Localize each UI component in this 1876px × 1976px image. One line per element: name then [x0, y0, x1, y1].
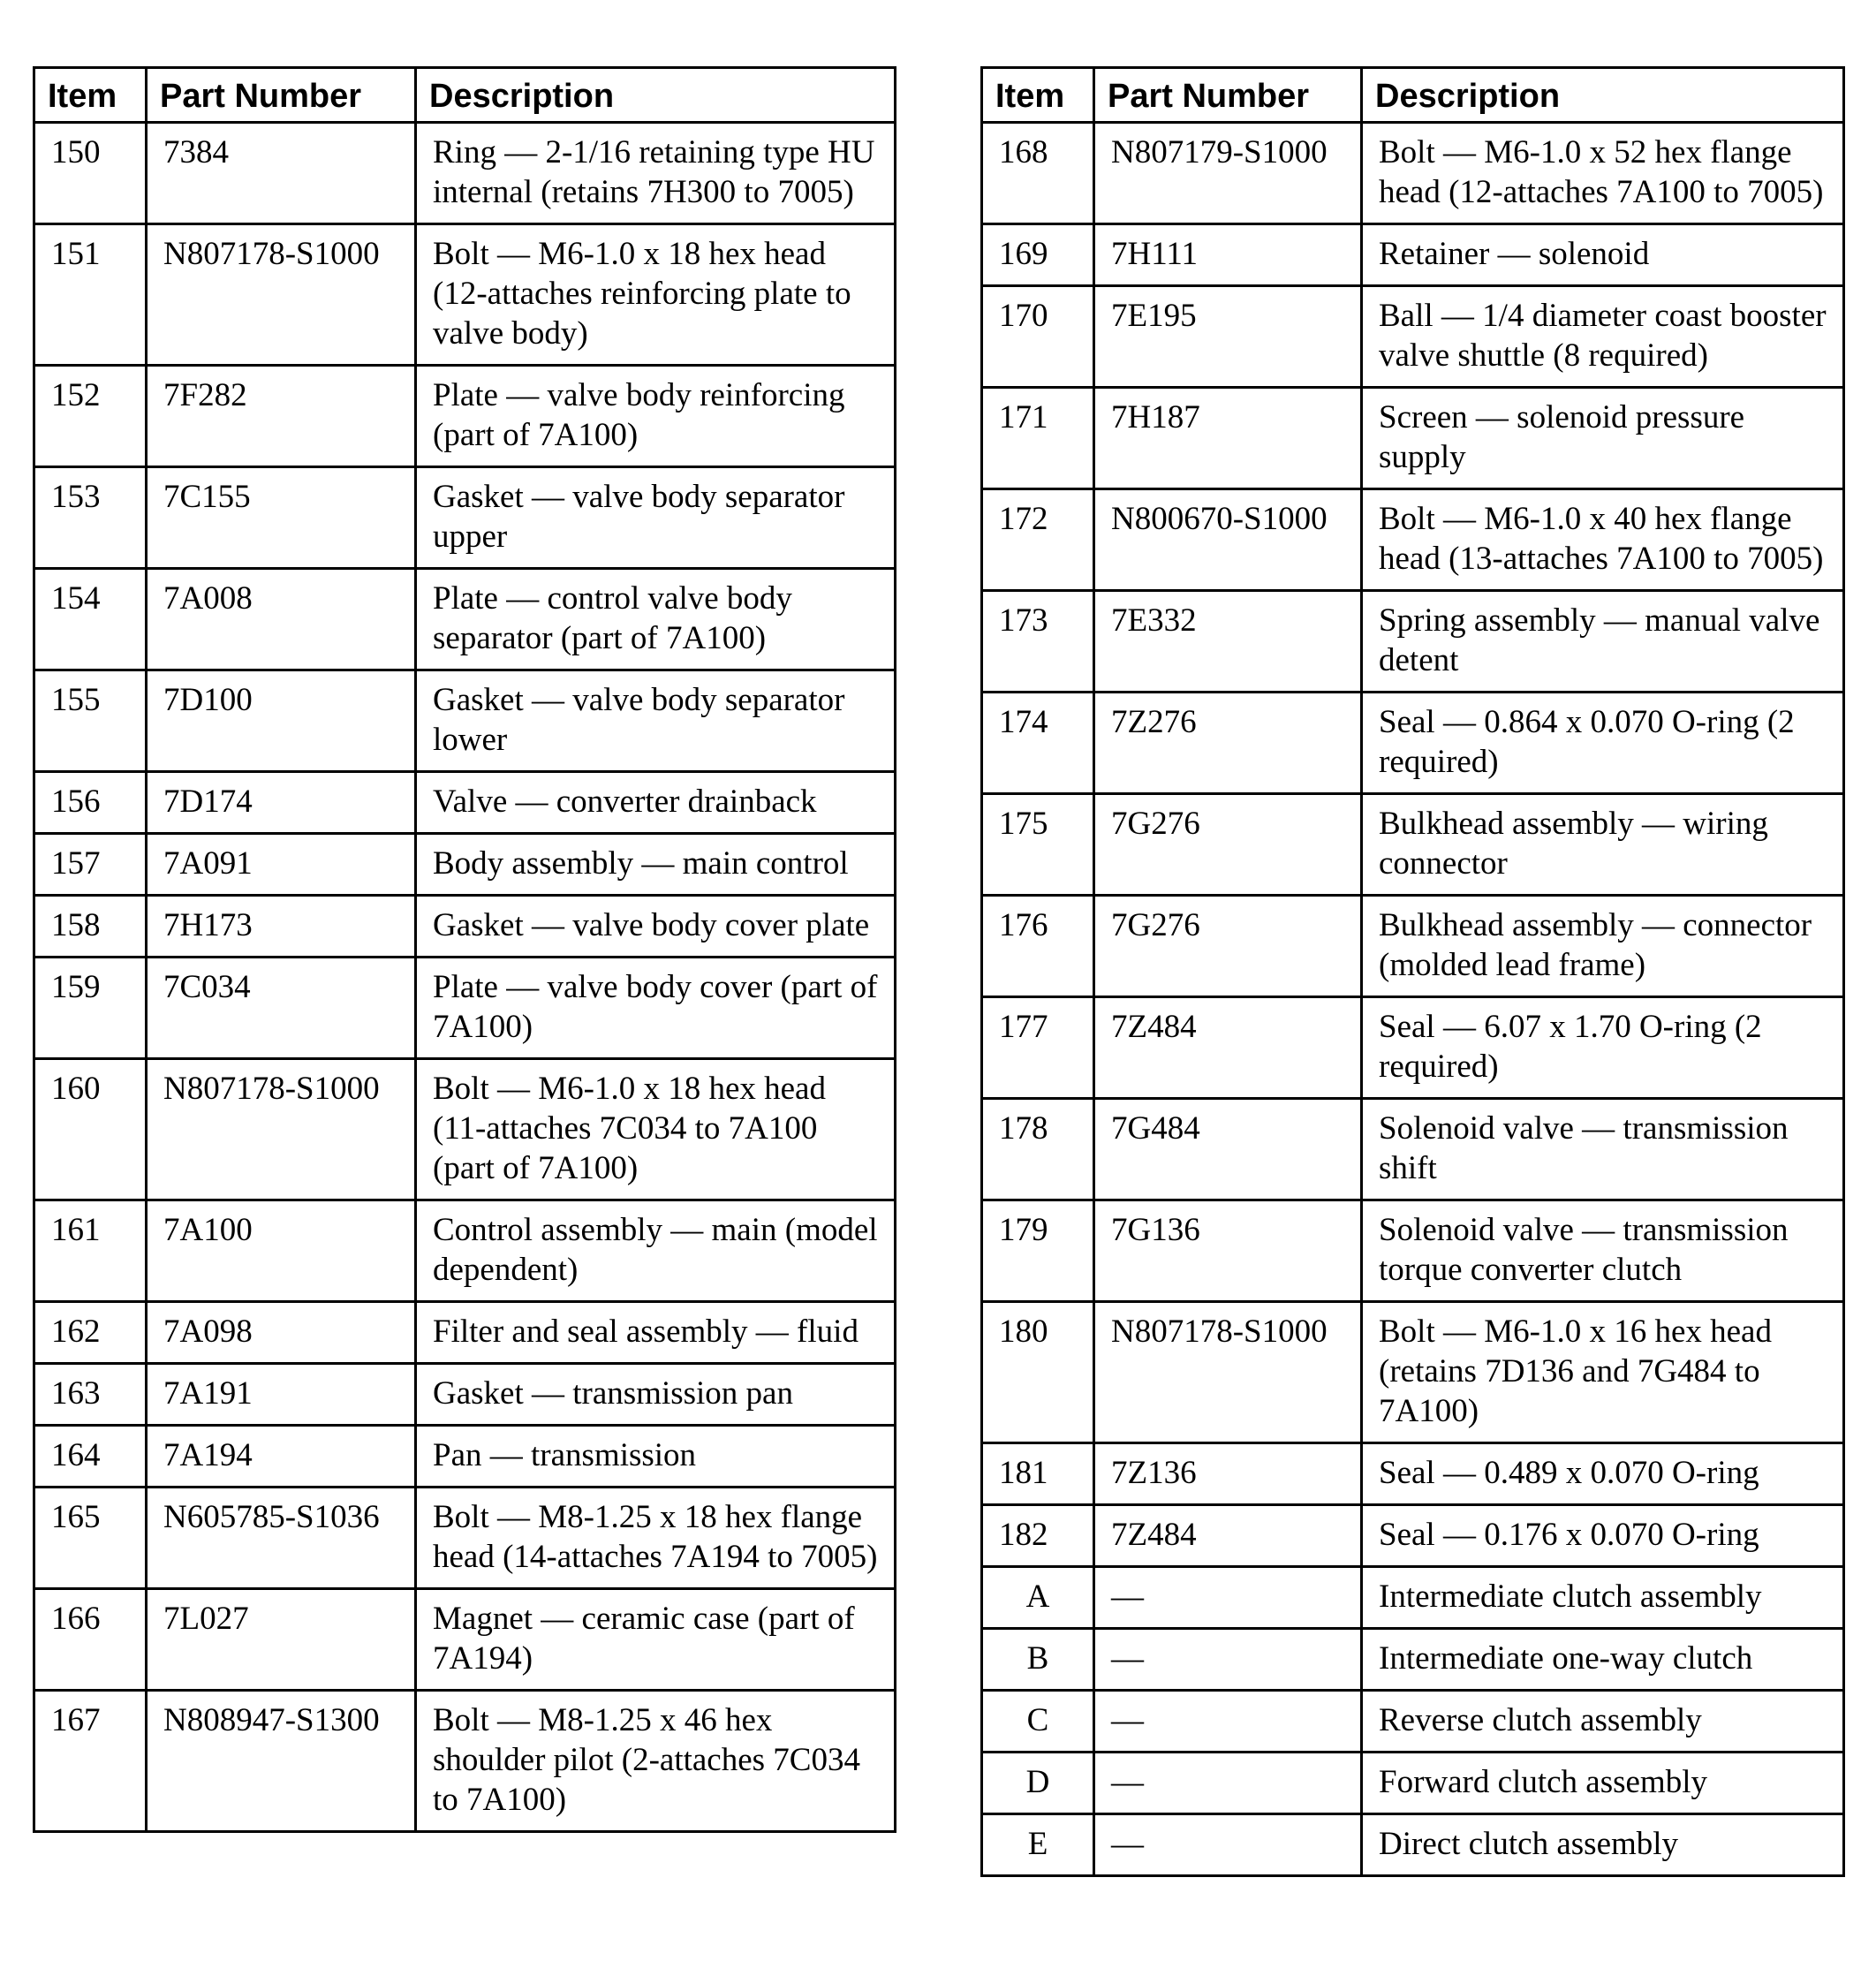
- table-row: [982, 1567, 1844, 1629]
- table-row: [982, 489, 1844, 591]
- table-row: [982, 693, 1844, 794]
- part-number-cell: 7H187: [1094, 388, 1362, 489]
- description-cell: Bolt — M6-1.0 x 52 hex flange head (12-attaches 7A100 to 7005): [1362, 123, 1844, 224]
- table-row: [34, 123, 896, 224]
- table-row: [982, 896, 1844, 997]
- part-number-cell: —: [1094, 1567, 1362, 1629]
- part-number-cell: 7A194: [147, 1426, 416, 1488]
- description-cell: Pan — transmission: [416, 1426, 896, 1488]
- item-cell: 170: [982, 286, 1094, 388]
- description-cell: Solenoid valve — transmission torque converter clutch: [1362, 1200, 1844, 1302]
- description-cell: Plate — valve body reinforcing (part of 7A100): [416, 366, 896, 467]
- description-cell: Bulkhead assembly — connector (molded lead frame): [1362, 896, 1844, 997]
- item-cell: 171: [982, 388, 1094, 489]
- table-row: [34, 958, 896, 1059]
- table-row: [982, 1505, 1844, 1567]
- item-cell: 150: [34, 123, 147, 224]
- part-number-cell: —: [1094, 1814, 1362, 1876]
- part-number-cell: —: [1094, 1691, 1362, 1753]
- table-row: [34, 467, 896, 569]
- table-row: [982, 123, 1844, 224]
- table-row: [982, 1691, 1844, 1753]
- item-cell: 160: [34, 1059, 147, 1200]
- table-row: [34, 896, 896, 958]
- part-number-cell: —: [1094, 1629, 1362, 1691]
- item-cell: 181: [982, 1443, 1094, 1505]
- description-cell: Gasket — valve body separator upper: [416, 467, 896, 569]
- description-cell: Body assembly — main control: [416, 834, 896, 896]
- part-number-cell: 7384: [147, 123, 416, 224]
- part-number-cell: N807179-S1000: [1094, 123, 1362, 224]
- description-cell: Bolt — M6-1.0 x 16 hex head (retains 7D136 and 7G484 to 7A100): [1362, 1302, 1844, 1443]
- table-row: [982, 1753, 1844, 1814]
- part-number-cell: —: [1094, 1753, 1362, 1814]
- description-cell: Screen — solenoid pressure supply: [1362, 388, 1844, 489]
- table-row: [34, 224, 896, 366]
- part-number-cell: 7F282: [147, 366, 416, 467]
- table-row: [34, 1200, 896, 1302]
- description-cell: Bolt — M6-1.0 x 18 hex head (12-attaches reinforcing plate to valve body): [416, 224, 896, 366]
- item-cell: 177: [982, 997, 1094, 1099]
- table-row: [982, 997, 1844, 1099]
- item-cell: 173: [982, 591, 1094, 693]
- item-cell: 166: [34, 1589, 147, 1691]
- item-cell: 153: [34, 467, 147, 569]
- header-item: Item: [982, 68, 1094, 123]
- description-cell: Ball — 1/4 diameter coast booster valve shuttle (8 required): [1362, 286, 1844, 388]
- part-number-cell: 7L027: [147, 1589, 416, 1691]
- table-body: [982, 123, 1844, 1876]
- item-cell: D: [982, 1753, 1094, 1814]
- table-row: [982, 1200, 1844, 1302]
- description-cell: Direct clutch assembly: [1362, 1814, 1844, 1876]
- item-cell: 159: [34, 958, 147, 1059]
- item-cell: 158: [34, 896, 147, 958]
- table-row: [982, 1443, 1844, 1505]
- table-row: [982, 794, 1844, 896]
- header-description: Description: [416, 68, 896, 123]
- part-number-cell: 7A008: [147, 569, 416, 670]
- part-number-cell: 7H111: [1094, 224, 1362, 286]
- description-cell: Retainer — solenoid: [1362, 224, 1844, 286]
- item-cell: 176: [982, 896, 1094, 997]
- item-cell: 157: [34, 834, 147, 896]
- item-cell: E: [982, 1814, 1094, 1876]
- table-row: [34, 1488, 896, 1589]
- item-cell: 165: [34, 1488, 147, 1589]
- table-row: [34, 670, 896, 772]
- description-cell: Spring assembly — manual valve detent: [1362, 591, 1844, 693]
- item-cell: A: [982, 1567, 1094, 1629]
- header-row: [34, 68, 896, 123]
- part-number-cell: 7E332: [1094, 591, 1362, 693]
- header-description: Description: [1362, 68, 1844, 123]
- description-cell: Bolt — M6-1.0 x 40 hex flange head (13-attaches 7A100 to 7005): [1362, 489, 1844, 591]
- description-cell: Forward clutch assembly: [1362, 1753, 1844, 1814]
- description-cell: Plate — valve body cover (part of 7A100): [416, 958, 896, 1059]
- header-item: Item: [34, 68, 147, 123]
- part-number-cell: 7H173: [147, 896, 416, 958]
- part-number-cell: 7Z136: [1094, 1443, 1362, 1505]
- part-number-cell: N807178-S1000: [1094, 1302, 1362, 1443]
- description-cell: Bolt — M6-1.0 x 18 hex head (11-attaches 7C034 to 7A100 (part of 7A100): [416, 1059, 896, 1200]
- part-number-cell: 7A191: [147, 1364, 416, 1426]
- description-cell: Gasket — valve body separator lower: [416, 670, 896, 772]
- part-number-cell: 7Z484: [1094, 997, 1362, 1099]
- description-cell: Bulkhead assembly — wiring connector: [1362, 794, 1844, 896]
- table-row: [34, 1059, 896, 1200]
- description-cell: Reverse clutch assembly: [1362, 1691, 1844, 1753]
- part-number-cell: N800670-S1000: [1094, 489, 1362, 591]
- part-number-cell: N808947-S1300: [147, 1691, 416, 1832]
- item-cell: 172: [982, 489, 1094, 591]
- item-cell: 179: [982, 1200, 1094, 1302]
- description-cell: Ring — 2-1/16 retaining type HU internal (retains 7H300 to 7005): [416, 123, 896, 224]
- description-cell: Seal — 6.07 x 1.70 O-ring (2 required): [1362, 997, 1844, 1099]
- part-number-cell: N807178-S1000: [147, 224, 416, 366]
- part-number-cell: 7A091: [147, 834, 416, 896]
- part-number-cell: N807178-S1000: [147, 1059, 416, 1200]
- header-part-number: Part Number: [147, 68, 416, 123]
- part-number-cell: 7A100: [147, 1200, 416, 1302]
- table-row: [34, 772, 896, 834]
- item-cell: 182: [982, 1505, 1094, 1567]
- table-row: [982, 1629, 1844, 1691]
- item-cell: 161: [34, 1200, 147, 1302]
- item-cell: 180: [982, 1302, 1094, 1443]
- description-cell: Gasket — transmission pan: [416, 1364, 896, 1426]
- table-row: [34, 1302, 896, 1364]
- item-cell: B: [982, 1629, 1094, 1691]
- item-cell: 175: [982, 794, 1094, 896]
- table-row: [982, 224, 1844, 286]
- parts-table-left: [33, 66, 896, 1833]
- table-header: [34, 68, 896, 123]
- description-cell: Solenoid valve — transmission shift: [1362, 1099, 1844, 1200]
- table-row: [34, 834, 896, 896]
- part-number-cell: 7G484: [1094, 1099, 1362, 1200]
- description-cell: Intermediate one-way clutch: [1362, 1629, 1844, 1691]
- table-row: [982, 1099, 1844, 1200]
- table-body: [34, 123, 896, 1832]
- description-cell: Bolt — M8-1.25 x 18 hex flange head (14-attaches 7A194 to 7005): [416, 1488, 896, 1589]
- table-header: [982, 68, 1844, 123]
- item-cell: 156: [34, 772, 147, 834]
- item-cell: 152: [34, 366, 147, 467]
- description-cell: Bolt — M8-1.25 x 46 hex shoulder pilot (2-attaches 7C034 to 7A100): [416, 1691, 896, 1832]
- header-part-number: Part Number: [1094, 68, 1362, 123]
- item-cell: 154: [34, 569, 147, 670]
- item-cell: 162: [34, 1302, 147, 1364]
- table-row: [34, 1426, 896, 1488]
- part-number-cell: N605785-S1036: [147, 1488, 416, 1589]
- part-number-cell: 7G136: [1094, 1200, 1362, 1302]
- table-row: [982, 591, 1844, 693]
- part-number-cell: 7C034: [147, 958, 416, 1059]
- table-row: [34, 1691, 896, 1832]
- item-cell: 167: [34, 1691, 147, 1832]
- description-cell: Control assembly — main (model dependent): [416, 1200, 896, 1302]
- description-cell: Magnet — ceramic case (part of 7A194): [416, 1589, 896, 1691]
- item-cell: 163: [34, 1364, 147, 1426]
- table-row: [982, 286, 1844, 388]
- description-cell: Seal — 0.864 x 0.070 O-ring (2 required): [1362, 693, 1844, 794]
- table-row: [34, 1589, 896, 1691]
- table-row: [982, 1302, 1844, 1443]
- description-cell: Gasket — valve body cover plate: [416, 896, 896, 958]
- part-number-cell: 7E195: [1094, 286, 1362, 388]
- table-row: [34, 1364, 896, 1426]
- part-number-cell: 7G276: [1094, 794, 1362, 896]
- part-number-cell: 7Z276: [1094, 693, 1362, 794]
- description-cell: Seal — 0.489 x 0.070 O-ring: [1362, 1443, 1844, 1505]
- item-cell: 169: [982, 224, 1094, 286]
- part-number-cell: 7D100: [147, 670, 416, 772]
- description-cell: Valve — converter drainback: [416, 772, 896, 834]
- description-cell: Seal — 0.176 x 0.070 O-ring: [1362, 1505, 1844, 1567]
- item-cell: 178: [982, 1099, 1094, 1200]
- header-row: [982, 68, 1844, 123]
- item-cell: 168: [982, 123, 1094, 224]
- part-number-cell: 7D174: [147, 772, 416, 834]
- item-cell: 155: [34, 670, 147, 772]
- part-number-cell: 7A098: [147, 1302, 416, 1364]
- part-number-cell: 7Z484: [1094, 1505, 1362, 1567]
- description-cell: Filter and seal assembly — fluid: [416, 1302, 896, 1364]
- description-cell: Plate — control valve body separator (part of 7A100): [416, 569, 896, 670]
- item-cell: 151: [34, 224, 147, 366]
- table-row: [34, 366, 896, 467]
- item-cell: 164: [34, 1426, 147, 1488]
- parts-table-right: [980, 66, 1845, 1877]
- item-cell: 174: [982, 693, 1094, 794]
- table-row: [982, 1814, 1844, 1876]
- part-number-cell: 7G276: [1094, 896, 1362, 997]
- part-number-cell: 7C155: [147, 467, 416, 569]
- table-row: [34, 569, 896, 670]
- table-row: [982, 388, 1844, 489]
- description-cell: Intermediate clutch assembly: [1362, 1567, 1844, 1629]
- item-cell: C: [982, 1691, 1094, 1753]
